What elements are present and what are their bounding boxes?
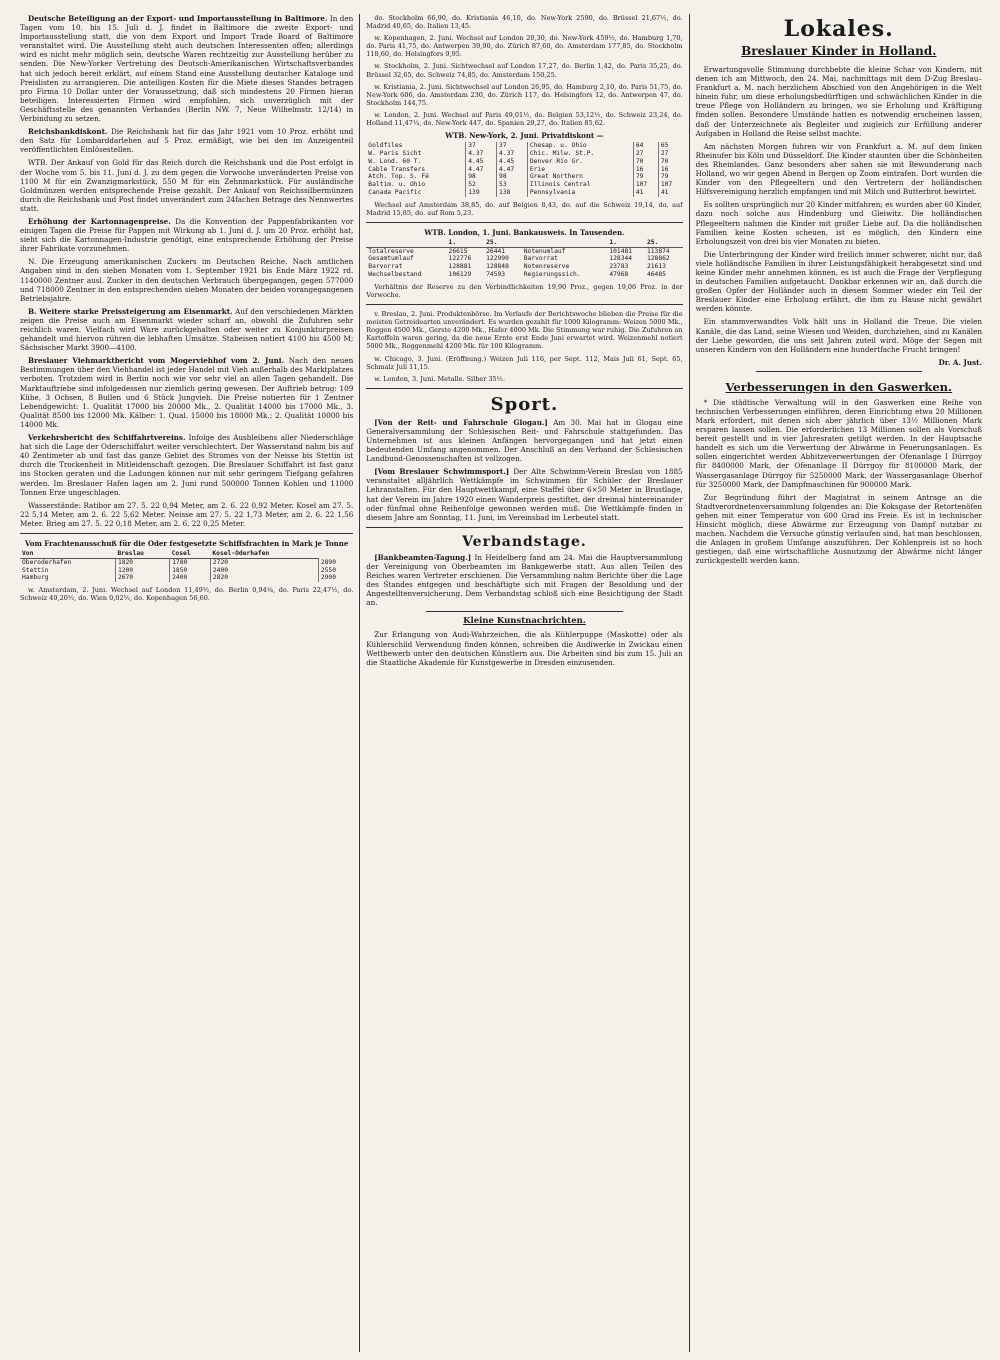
stock-cell: W. Lond. 60 T.: [366, 158, 465, 166]
nyse-note: Wechsel auf Amsterdam 38,85, do. auf Belgien 8,43, do. auf die Schweiz 19,14, do. auf Madrid 15,85, do. auf Rom 5,23.: [366, 200, 683, 217]
paragraph-text: N. Die Erzeugung amerikanischen Zuckers im Deutschen Reiche. Nach amtlichen Angaben sind in den sieben Monaten vom 1. September 1921 bis Ende März 1922 rd. 1140000 Zentner ausl. Zucker in den deutschen Verbrauch übergegangen, gegen 577000 und 718000 Zentner in den entsprechenden sieben Monaten der beiden vorangegangenen Betriebsjahre.: [20, 257, 354, 303]
sport-heading: [Von der Reit- und Fahrschule Glogau.]: [374, 417, 548, 427]
freight-cell: 2720: [210, 558, 318, 566]
freight-cell: 1780: [170, 558, 211, 566]
freight-cell: 2400: [170, 574, 211, 582]
freight-cell: 1200: [115, 567, 169, 575]
stock-cell: Chesap. u. Ohio: [527, 142, 633, 150]
stock-cell: 98: [497, 173, 528, 181]
freight-row: [20, 574, 353, 582]
stock-cell: 41: [660, 188, 669, 196]
bank-row: [366, 255, 682, 263]
bank-cell: 74593: [486, 271, 506, 279]
paragraph-heading: Breslauer Viehmarktbericht vom Mogerviehhof vom 2. Juni.: [28, 356, 285, 366]
exchange-footer: w. Amsterdam, 2. Juni. Wechsel auf London 11,49½, do. Berlin 0,94¼, do. Paris 22,47½, do. Schweiz 49,20½, do. Wien 0,02½, do. Kopenhagen 56,60.: [20, 586, 354, 603]
article-paragraph: Am nächsten Morgen fuhren wir von Frankfurt a. M. auf dem linken Rheinufer bis Köln und Düsseldorf. Die Kinder staunten über die Schönheiten des Rheinlandes. Ganz besonders aber sahen sie mit Bewunderung nach Holland, wo wir gegen Abend in Bergen op Zoom eintrafen. Dort wurden die Kinder von den Pflegeeltern und den Vertretern der holländischen Hilfsvereinigung herzlich empfangen und mit Milch und Butterbrot bewirtet.: [695, 141, 982, 197]
nyse-title: WTB. New-York, 2. Juni. Privatdiskont —: [445, 131, 604, 141]
stock-cell: 107: [660, 181, 673, 189]
bank-header-row: [366, 239, 682, 247]
news-paragraph: [20, 158, 353, 213]
bank-cell: Barvorrat: [523, 255, 558, 263]
stock-cell: 138: [497, 189, 528, 197]
stock-cell: 79: [633, 173, 658, 181]
bank-cell: Notenumlauf: [523, 247, 566, 255]
bank-cell: 113874: [646, 247, 670, 255]
stock-cell: 27: [660, 149, 669, 157]
stock-cell: 16: [660, 165, 669, 173]
bank-cell: 21613: [646, 263, 666, 271]
stock-cell: W. Paris Sicht: [366, 150, 465, 158]
freight-cell: 2900: [320, 574, 337, 582]
kunst-article: Zur Erlangung von Audi-Wahrzeichen, die als Kühlerpuppe (Maskotte) oder als Kühlerschild Verwendung finden können, schreiben die Audiwerke in Zwickau einen Wettbewerb unter den deutschen Künstlern aus. Die Arbeiten sind bis zum 15. Juli an die Staatliche Akademie für Kunstgewerbe in Dresden einzusenden.: [366, 630, 683, 667]
bank-cell: 128344: [609, 255, 633, 263]
stock-cell: Erie: [527, 166, 633, 174]
bank-header-cell: 1.: [607, 239, 645, 247]
bank-cell: 128881: [448, 263, 472, 271]
bank-cell: 26615: [448, 247, 468, 255]
article-paragraph: Die Unterbringung der Kinder wird freilich immer schwerer, nicht nur, daß viele holländische Familien in ihrer Leistungsfähigkeit herabgesetzt sind und keine Kinder mehr annehmen können, es ist auch die Frage der Verpflegung in deutschen Familien aufgetaucht. Dankbar erkennen wir an, daß durch die großen Opfer der Holländer auch in diesem Sommer wieder ein Teil der Breslauer Kinder eine Erholung erfährt, die ihm zu Hause nicht gewährt werden könnte.: [695, 249, 982, 314]
freight-cell: Oberoderhafen: [20, 558, 115, 566]
stock-cell: 98: [466, 173, 497, 181]
bank-note: Verhältnis der Reserve zu den Verbindlichkeiten 19,90 Proz., gegen 19,06 Proz. in der Vorwoche.: [366, 282, 683, 299]
exchange-report: w. London, 2. Juni. Wechsel auf Paris 49,01½, do. Belgien 53,12½, do. Schweiz 23,24, do. Holland 11,47¼, do. New-York 447, do. Spanien 29,27, do. Italien 85,62.: [366, 110, 683, 128]
freight-header-cell: Cosel: [170, 550, 211, 558]
bank-cell: 26441: [486, 247, 506, 255]
freight-cell: Hamburg: [20, 574, 115, 582]
freight-header-cell: Kosel-Oderhafen: [210, 550, 318, 558]
news-paragraph: [20, 257, 353, 302]
produce-exchange-report: v. Breslau, 2. Juni. Produktenbörse. Im Verlaufe der Berichtswoche blieben die Preise für die meisten Getreidearten unverändert. Es wurden gezahlt für 1000 Kilogramm: Weizen 5000 Mk., Roggen 4500 Mk., Gerste 4200 Mk., Hafer 4000 Mk. Die Stimmung war ruhig. Die Zufuhren an Kartoffeln waren gering, da die neue Ernte erst Ende Juni erwartet wird. Weizenmehl notiert 5000 Mk., Roggenmehl 4200 Mk. für 100 Kilogramm.: [366, 310, 683, 351]
stock-cell: 79: [660, 173, 669, 181]
bank-cell: Regierungssich.: [523, 271, 581, 279]
paragraph-heading: Deutsche Beteiligung an der Export- und Importausstellung in Baltimore.: [28, 14, 328, 23]
news-paragraph: [20, 14, 353, 123]
bank-cell: 128848: [486, 263, 509, 271]
stock-cell: 37: [466, 142, 497, 150]
stock-cell: Great Northern: [527, 173, 633, 181]
freight-table-title: Vom Frachtenausschuß für die Oder festgesetzte Schiffsfrachten in Mark je Tonne: [24, 538, 349, 548]
kunst-title: Kleine Kunstnachrichten.: [463, 616, 586, 627]
bank-cell: 122990: [486, 255, 509, 263]
news-paragraph: [20, 433, 353, 497]
stock-cell: 64: [633, 142, 658, 150]
news-paragraph: [20, 217, 353, 253]
paragraph-heading: Reichsbankdiskont.: [28, 127, 108, 137]
article-title-kinder: Breslauer Kinder in Holland.: [741, 44, 937, 58]
stock-cell: 41: [633, 189, 658, 197]
stock-cell: 27: [633, 150, 658, 158]
market-line: w. London, 3. Juni. Metalle. Silber 35½.: [374, 374, 506, 383]
paragraph-text: Nach den neuen Bestimmungen über den Viehhandel ist jeder Handel mit Vieh außerhalb des Marktplatzes verboten. Trotzdem wird in Berlin noch wie vor sehr viel an allen Tagen gehandelt. Die Marktauftriebe sind infolgedessen nur ziemlich gering gewesen. Der Auftrieb betrug: 109 Kühe, 3 Ochsen, 8 Bullen und 6 Stück Jungvieh. Die Preise notierten für 1 Zentner Lebendgewicht: 1. Qualität 17000 bis 20000 Mk., 2. Qualität 14000 bis 17000 Mk., 3. Qualität 8500 bis 12000 Mk. Kälber: 1. Qual. 15000 bis 18000 Mk.; 2. Qualität 10000 bis 14000 Mk.: [20, 356, 354, 429]
article-paragraph: Erwartungsvolle Stimmung durchbebte die kleine Schar von Kindern, mit denen ich am Mittwoch, den 24. Mai, nachmittags mit dem D-Zug Breslau–Frankfurt a. M. nach herzlichem Abschied von den Angehörigen in die Welt hinein fuhr, um diese erholungsbedürftigen und schwächlichen Kinder in die treue Pflege von Holländern zu bringen, wo sie Erholung und Kräftigung finden sollen. Besondere Umstände hatten es notwendig erscheinen lassen, daß der Unterzeichnete als Begleiter und zugleich zur Erfüllung anderer Aufgaben in Holland die Reise selbst machte.: [695, 65, 982, 138]
news-paragraph: [20, 127, 353, 154]
market-line: w. Chicago, 3. Juni. (Eröffnung.) Weizen Juli 116, per Sept. 112, Mais Juli 61, Sept. 65, Schmalz Juli 11,15.: [366, 354, 683, 371]
stock-cell: 107: [633, 181, 658, 189]
bank-row: [366, 247, 682, 255]
stock-cell: 70: [633, 158, 658, 166]
bank-cell: 106129: [448, 271, 472, 279]
paragraph-text: Wasserstände: Ratibor am 27. 5. 22 0,94 Meter, am 2. 6. 22 0,92 Meter. Kosel am 27. 5. 22 5,14 Meter, am 2. 6. 22 5,62 Meter. Neisse am 27. 5. 22 1,73 Meter, am 2. 6. 22 1,56 Meter. Brieg am 27. 5. 22 0,18 Meter, am 2. 6. 22 0,25 Meter.: [20, 500, 354, 528]
stock-cell: Chic. Milw. St.P.: [527, 150, 633, 158]
freight-header-cell: Von: [20, 550, 115, 558]
sport-text: Der Alte Schwimm-Verein Breslau von 1885 veranstaltet alljährlich Wettkämpfe im Schwimmen für Schüler der Breslauer Lehranstalten. Für den Hauptwettkampf, eine Staffel über 6×50 Meter in Brustlage, hat der Verein im Jahre 1920 einen Wanderpreis gestiftet, der dreimal hintereinander oder fünfmal ohne Reihenfolge gewonnen werden muß. Die Wettkämpfe finden in diesem Jahre am Sonntag, 11. Juni, im Vereinsbad im Lerbeutel statt.: [366, 467, 683, 522]
stock-row: [366, 142, 682, 150]
stock-cell: 4.37: [497, 150, 528, 158]
stock-cell: Cable Transfers: [366, 166, 465, 174]
bank-header-cell: [522, 239, 608, 247]
paragraph-heading: B. Weitere starke Preissteigerung am Eisenmarkt.: [28, 306, 233, 316]
freight-cell: 2670: [115, 574, 169, 582]
bank-header-cell: 1.: [447, 239, 485, 247]
article-paragraph: * Die städtische Verwaltung will in den Gaswerken eine Reihe von technischen Verbesserungen einführen, deren Einrichtung etwa 20 Millionen Mark erfordert, mit denen sich aber jährlich über 13½ Millionen Mark ersparen lassen sollen. Die erforderlichen 13 Millionen sollen als Vorschuß bereit gestellt und in vier Jahresraten getilgt werden. In der Hauptsache handelt es sich um die Verwertung der Abwärme in Feuerungsanlagen. Es sollen eingerichtet werden Abhitzeverwertungen der Ofenanlage I Dürrgoy für 8400000 Mark, der Ofenanlage II Dürrgoy für 8100000 Mark, der Wassergasanlage Dürrgoy für 5250000 Mark, der Wassergasanlage Oberhof für 3250000 Mark, der Dampfmaschinen für 900000 Mark.: [695, 397, 982, 489]
sport-heading: [Vom Breslauer Schwimmsport.]: [374, 467, 510, 477]
sport-article: [366, 467, 682, 522]
stock-row: [366, 158, 682, 166]
freight-cell: 2890: [320, 558, 337, 566]
exchange-report: do. Stockholm 66,90, do. Kristiania 46,10, do. New-York 2590, do. Brüssel 21,67½, do. Madrid 40,65, do. Italien 13,45.: [366, 14, 683, 31]
stock-cell: 4.45: [497, 158, 528, 166]
article-paragraph: Ein stammverwandtes Volk hält uns in Holland die Treue. Die vielen Kanäle, die das Land, seine Wiesen und Weiden, durchziehen, sind zu Kanälen der Liebe geworden, die uns seit Jahren zuteil wird. Möge der Segen mit unseren Kindern von den Holländern eine hundertfache Frucht bringen!: [695, 317, 982, 354]
stock-cell: 53: [497, 181, 528, 189]
paragraph-text: WTB. Der Ankauf von Gold für das Reich durch die Reichsbank und die Post erfolgt in der Woche vom 5. bis 11. Juni d. J. zu dem gegen die Vorwoche unveränderten Preise von 1100 M für ein Zwanzigmarkstück, 550 M für ein Zehnmarkstück. Für ausländische Goldmünzen werden entsprechende Preise gezahlt. Der Ankauf von Reichssilbermünzen durch die Reichsbank und Post findet unverändert zum 24fachen Betrage des Nennwertes statt.: [20, 158, 354, 213]
exchange-report: w. Kristiania, 2. Juni. Sichtwechsel auf London 26,95, do. Hamburg 2,10, do. Paris 51,75, do. New-York 606, do. Amsterdam 230, do. Zürich 117, do. Helsingfors 12, do. Antwerpen 47, do. Stockholm 144,75.: [366, 82, 683, 107]
verband-article: [Bankbeamten-Tagung.] In Heidelberg fand am 24. Mai die Hauptversammlung der Vereinigung von Oberbeamten im Bankgewerbe statt. Aus allen Teilen des Reiches waren Vertreter erschienen. Die Versammlung nahm Berichte über die Lage des Standes entgegen und beschäftigte sich mit Fragen der Besoldung und der Angestelltenversicherung. Dem Verbandstag schloß sich eine Besichtigung der Stadt an.: [366, 552, 683, 608]
nyse-table: [366, 142, 682, 197]
stock-row: [366, 189, 682, 197]
stock-cell: 52: [466, 181, 497, 189]
bank-header-cell: [366, 239, 446, 247]
stock-cell: Illinois Central: [527, 181, 633, 189]
bank-return-title: WTB. London, 1. Juni. Bankausweis. In Tausenden.: [424, 227, 625, 237]
stock-row: [366, 181, 682, 189]
stock-cell: 70: [660, 157, 669, 165]
news-paragraph: [20, 356, 353, 429]
freight-row: [20, 567, 353, 575]
freight-cell: 2400: [210, 567, 318, 575]
column-left: [14, 14, 360, 1352]
stock-cell: 65: [660, 142, 669, 150]
freight-cell: 1850: [170, 567, 211, 575]
bank-cell: 101481: [609, 247, 633, 255]
freight-table: [20, 550, 353, 582]
bank-return-table: [366, 239, 682, 279]
bank-cell: 23783: [609, 263, 629, 271]
bank-row: [366, 271, 682, 279]
stock-cell: 4.47: [497, 166, 528, 174]
bank-header-cell: 25.: [645, 239, 683, 247]
article-signature: Dr. A. Just.: [938, 357, 982, 367]
stock-cell: Denver Rio Gr.: [527, 158, 633, 166]
bank-cell: 47968: [609, 271, 629, 279]
verband-section-title: Verbandstage.: [462, 533, 587, 550]
stock-cell: Pennsylvania: [527, 189, 633, 197]
article-paragraph: Es sollten ursprünglich nur 20 Kinder mitfahren; es wurden aber 60 Kinder, dazu noch solche aus Hindenburg und Gleiwitz. Die holländischen Pflegeeltern nahmen die Kinder mit großer Liebe auf. Da die holländischen Familien keine Kosten scheuen, ist es möglich, den Kindern eine Erholungszeit von drei bis vier Monaten zu bieten.: [695, 200, 982, 246]
stock-cell: Atch. Top. S. Fé: [366, 173, 465, 181]
stock-cell: 16: [633, 166, 658, 174]
sport-text: Am 30. Mai hat in Glogau eine Generalversammlung der Schlesischen Reit- und Fahrschule stattgefunden. Das Unternehmen ist aus kleinen Anfängen hervorgegangen und hat jetzt einen bedeutenden Umfang angenommen. Der Anschluß an den Verband der Schlesischen Landbund-Genossenschaften ist vollzogen.: [366, 417, 683, 464]
column-middle: [360, 14, 689, 1352]
sport-section-title: Sport.: [490, 393, 559, 415]
paragraph-text: In den Tagen vom 10. bis 15. Juli d. J. findet in Baltimore die zweite Export- und Importausstellung statt, die von dem Export und Import Trade Board of Baltimore veranstaltet wird. Die Ausstellung steht auch deutschen Interessenten offen; allerdings wird es nicht mehr möglich sein, deutsche Waren rechtzeitig zur Ausstellung herüber zu senden. Die New-Yorker Vertretung des Deutsch-Amerikanischen Wirtschaftsverbandes hat sich jedoch bereit erklärt, auf einem Stand eine Ausstellung deutscher Kataloge und Preislisten zu arrangieren. Die anteiligen Kosten für die Miete dieses Standes betragen pro Firma 10 Dollar unter der Voraussetzung, daß sich mindestens 20 Firmen hieran beteiligen. Interessierten Firmen wird empfohlen, sich unverzüglich mit der Geschäftsstelle des genannten Verbandes (Berlin NW. 7, Neue Wilhelmstr. 12/14) in Verbindung zu setzen.: [20, 14, 354, 124]
bank-cell: Wechselbestand: [368, 271, 422, 279]
sport-article: [366, 418, 682, 463]
exchange-report: w. Kopenhagen, 2. Juni. Wechsel auf London 20,30, do. New-York 459½, do. Hamburg 1,70, do. Paris 41,75, do. Antwerpen 39,90, do. Zürich 87,60, do. Amsterdam 177,85, do. Stockholm 118,60, do. Helsingfors 9,95.: [366, 34, 683, 59]
bank-cell: 122776: [448, 255, 472, 263]
stock-cell: 4.45: [466, 158, 497, 166]
freight-cell: 1820: [115, 558, 169, 566]
stock-cell: Goldfiles: [366, 142, 465, 150]
article-title-gaswerke: Verbesserungen in den Gaswerken.: [725, 379, 953, 394]
stock-cell: 139: [466, 189, 497, 197]
bank-row: [366, 263, 682, 271]
section-title-lokales: Lokales.: [783, 16, 894, 42]
stock-cell: Baltim. u. Ohio: [366, 181, 465, 189]
news-paragraph: [20, 307, 353, 352]
freight-cell: 2820: [210, 574, 318, 582]
paragraph-heading: Erhöhung der Kartonnagenpreise.: [28, 216, 171, 226]
stock-cell: 4.37: [466, 150, 497, 158]
freight-row: [20, 558, 353, 566]
paragraph-heading: Verkehrsbericht des Schiffahrtvereins.: [28, 433, 186, 443]
stock-row: [366, 150, 682, 158]
stock-cell: 4.47: [466, 166, 497, 174]
bank-cell: Totalreserve: [368, 247, 414, 255]
stock-cell: 37: [497, 142, 528, 150]
stock-cell: Canada Pacific: [366, 189, 465, 197]
bank-cell: 128862: [646, 255, 670, 263]
news-paragraph: [20, 501, 353, 528]
freight-cell: Stettin: [20, 567, 115, 575]
bank-cell: Gesamtumlauf: [368, 255, 414, 263]
column-right: [690, 14, 988, 1352]
bank-cell: Barvorrat: [368, 263, 403, 271]
bank-header-cell: 25.: [484, 239, 522, 247]
freight-cell: 2550: [320, 566, 337, 574]
bank-cell: Notenreserve: [523, 263, 570, 271]
stock-row: [366, 173, 682, 181]
bank-cell: 46485: [646, 271, 666, 279]
paragraph-text: Auf den verschiedenen Märkten zeigen die Preise auch am Eisenmarkt wieder scharf an, obwohl die Zufuhren sehr reichlich waren. Vielfach wird Ware zurückgehalten oder weiter zu Konjunkturpreisen gehandelt und hiervon rühren die lebhaften Umsätze. Stabeisen notiert 4100 bis 4500 M; Sächsischer Markt 3900—4100.: [20, 306, 354, 353]
exchange-report: w. Stockholm, 2. Juni. Sichtwechsel auf London 17,27, do. Berlin 1,42, do. Paris 35,25, do. Brüssel 32,65, do. Schweiz 74,85, do. Amsterdam 150,25.: [366, 62, 683, 79]
paragraph-text: Da die Konvention der Pappenfabrikanten vor einigen Tagen die Preise für Pappen mit Wirkung ab 1. Juni d. J. um 20 Proz. erhöht hat, sieht sich die Kartonnagen-Industrie genötigt, eine entsprechende Erhöhung der Preise ihrer Fabrikate vorzunehmen.: [20, 216, 354, 254]
paragraph-text: Die Reichsbank hat für das Jahr 1921 vom 10 Proz. erhöht und den Satz für Lombarddarlehen auf 5 Proz. ermäßigt, wie bei den im Anzeigenteil veröffentlichten Einlösestellen.: [20, 127, 354, 155]
freight-header-cell: Breslau: [115, 550, 169, 558]
paragraph-text: Infolge des Ausbleibens aller Niederschläge hat sich die Lage der Oderschiffahrt weiter verschlechtert. Der Wasserstand nahm bis auf 40 Zentimeter ab und fast das ganze Gebiet des Stromes von der Neisse bis Stettin ist durch die Trockenheit in Mitleidenschaft gezogen. Die Breslauer Schiffahrt ist fast ganz ins Stocken geraten und die Ladungen können nur mit sehr geringem Tiefgang gefahren werden. Im Breslauer Hafen lagen am 2. Juni rund 500000 Tonnen Kohlen und 11000 Tonnen Erze ungeschlagen.: [20, 433, 354, 497]
article-paragraph: Zur Begründung führt der Magistrat in seinem Antrage an die Stadtverordnetenversammlung folgendes an: Die Koksgase der Retortenöfen gehen mit einer Temperatur von 600 Grad ins Freie. Es ist in technischer Hinsicht möglich, diese Abwärme zur Erzeugung von Dampf nutzbar zu machen. Nachdem die Versuche günstig verlaufen sind, hat man beschlossen, die Anlagen in großem Umfange auszuführen. Der Kohlenpreis ist so hoch gestiegen, daß eine wirtschaftliche Ausnutzung der Abwärme nicht länger zurückgestellt werden kann.: [695, 492, 982, 566]
